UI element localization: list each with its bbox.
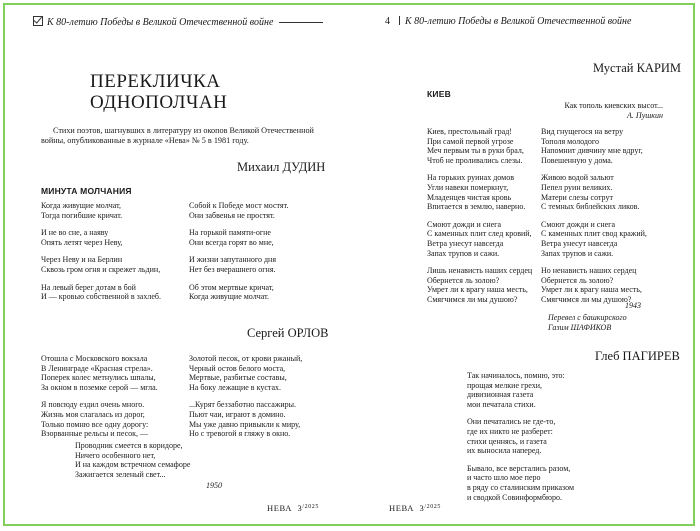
- poem-line: Ничего особенного нет,: [75, 450, 156, 460]
- poem-line: Запах трупов и сажи.: [427, 248, 500, 258]
- translator-line-1: Перевел с башкирского: [548, 313, 627, 322]
- intro-paragraph: Стихи поэтов, шагнувших в литературу из окопов Великой Отечественной войны, опубликованные в журнале «Нева» № 5 в 1981 году.: [41, 126, 314, 145]
- stanza: [41, 283, 161, 302]
- poem-line: Вид гнущегося на ветру: [541, 127, 624, 136]
- poem-line: В Ленинграде «Красная стрела».: [41, 363, 153, 373]
- poem-line: Ветра унесут навсегда: [427, 238, 504, 248]
- poem-heading-dudin: МИНУТА МОЛЧАНИЯ: [41, 186, 132, 196]
- poem-line: Сквозь гром огня и скрежет льдин,: [41, 264, 161, 274]
- poem-line: С каменных плит свод кражий,: [541, 229, 647, 239]
- stanza: [189, 283, 288, 302]
- stanza: [541, 266, 647, 304]
- poem-heading-kiev: КИЕВ: [427, 89, 451, 99]
- epigraph: [553, 101, 663, 121]
- dudin-column-1: [41, 201, 161, 310]
- orlov-date: 1950: [206, 481, 222, 490]
- author-pagirev: Глеб ПАГИРЕВ: [595, 349, 680, 363]
- stanza: [41, 255, 161, 274]
- poem-line: Киев, престольный град!: [427, 127, 512, 136]
- page-number: 4: [385, 16, 390, 27]
- left-page: [5, 5, 350, 524]
- karim-column-1: [427, 127, 532, 313]
- poem-line: Напомнит дивчину мне вдруг,: [541, 146, 643, 156]
- stanza: [467, 464, 574, 502]
- poem-line: Отошла с Московского вокзала: [41, 354, 148, 363]
- stanza: [467, 371, 574, 409]
- poem-line: Через Неву и на Берлин: [41, 255, 123, 265]
- poem-line: Запах трупов и сажи.: [541, 248, 614, 258]
- poem-line: и сводкой Совинформбюро.: [467, 492, 563, 502]
- poem-line: Умрет ли к врагу наша месть,: [541, 285, 642, 295]
- poem-line: На горькой памяти-огне: [189, 228, 271, 238]
- poem-line: За окном в поземке серой — мгла.: [41, 382, 158, 392]
- stanza: [467, 417, 574, 455]
- author-karim: Мустай КАРИМ: [593, 61, 682, 75]
- karim-column-2: [541, 127, 647, 313]
- poem-line: Поперек колес метнулись шпалы,: [41, 373, 156, 383]
- checkbox-icon: [33, 16, 43, 26]
- poem-line: Так начиналось, помню, это:: [467, 371, 565, 380]
- poem-line: Черный остов белого моста,: [189, 363, 286, 373]
- poem-line: С темных библейских ликов.: [541, 202, 640, 212]
- poem-line: Живою водой зальют: [541, 173, 614, 183]
- footer-journal: НЕВА: [389, 503, 415, 513]
- poem-line: и часто шло мое перо: [467, 473, 541, 483]
- poem-line: где их никто не разберет:: [467, 426, 553, 436]
- right-running-head: [385, 16, 631, 27]
- poem-line: мои печатала стихи.: [467, 399, 536, 409]
- stanza: [541, 127, 647, 165]
- poem-line: прощая мелкие грехи,: [467, 380, 543, 390]
- poem-line: Пьют чаи, играют в домино.: [189, 409, 286, 419]
- poem-line: Мы уже давно привыкли к миру,: [189, 419, 301, 429]
- stanza: [41, 228, 161, 247]
- poem-line: Жизнь моя слагалась из дорог,: [41, 409, 145, 419]
- stanza: [189, 400, 302, 438]
- poem-line: Они печатались не где-то,: [467, 417, 556, 427]
- orlov-column-3: [75, 441, 190, 487]
- poem-line: Но с тревогой я гляжу в окно.: [189, 429, 291, 439]
- poem-line: Когда живущие молчат,: [41, 201, 121, 210]
- divider: [399, 16, 400, 25]
- poem-line: дивизионная газета: [467, 390, 534, 400]
- poem-line: Тополя молодого: [541, 136, 600, 146]
- poem-line: На боку лежащие в кустах.: [189, 382, 282, 392]
- stanza: [189, 228, 288, 247]
- right-footer: НЕВА $3^{/2025}$: [389, 503, 442, 513]
- dudin-column-2: [189, 201, 288, 310]
- title-line-2: ОДНОПОЛЧАН: [90, 92, 228, 113]
- poem-line: Ветра унесут навсегда: [541, 238, 618, 248]
- poem-line: И жизни запутанного дня: [189, 255, 277, 265]
- poem-line: Я повсюду ездил очень много.: [41, 400, 145, 410]
- left-running-head-text: К 80-летию Победы в Великой Отечественной войне: [47, 17, 274, 28]
- poem-line: Золотой песок, от крови ржаный,: [189, 354, 303, 363]
- poem-line: Зажигается зеленый свет...: [75, 469, 166, 479]
- karim-date: 1943: [625, 301, 641, 310]
- poem-line: Лишь ненависть наших сердец: [427, 266, 533, 276]
- poem-line: Меч первым ты в руки брал,: [427, 146, 524, 156]
- poem-line: Только помню все одну дорогу:: [41, 419, 149, 429]
- stanza: [41, 400, 158, 438]
- pagirev-column: [467, 371, 574, 510]
- author-dudin: Михаил ДУДИН: [237, 160, 326, 174]
- translator-line-2: Газим ШАФИКОВ: [548, 323, 612, 332]
- epigraph-text: Как тополь киевских высот...: [564, 101, 663, 110]
- stanza: [427, 266, 532, 304]
- footer-year: 2025: [304, 504, 320, 510]
- poem-line: Мертвые, разбитые составы,: [189, 373, 287, 383]
- poem-line: Чтоб не проливались слезы.: [427, 155, 523, 165]
- poem-line: Впитается в землю, наверно.: [427, 202, 526, 212]
- footer-issue: 3: [297, 503, 303, 513]
- poem-line: в ряду со сталинским приказом: [467, 482, 575, 492]
- poem-line: Смягчимся ли мы душою?: [541, 294, 632, 304]
- poem-line: И — кровью собственной в захлеб.: [41, 292, 161, 302]
- poem-line: Пепел руин великих.: [541, 182, 613, 192]
- stanza: [189, 354, 302, 392]
- poem-line: С каменных плит след кровий,: [427, 229, 532, 239]
- poem-line: На левый берег дотам в бой: [41, 282, 136, 292]
- page-title: [90, 71, 227, 113]
- poem-line: Тогда погибшие кричат.: [41, 210, 123, 220]
- poem-line: Проводник смеется в коридоре,: [75, 441, 183, 450]
- poem-line: Обернется ль золою?: [427, 275, 500, 285]
- stanza: [75, 441, 190, 479]
- stanza: [541, 173, 647, 211]
- head-rule: [279, 22, 323, 23]
- poem-line: Они всегда горят во мне,: [189, 237, 274, 247]
- left-footer: НЕВА $3^{/2025}$: [267, 503, 320, 513]
- poem-line: Когда живущие молчат.: [189, 292, 269, 302]
- poem-line: Угли навеки померкнут,: [427, 182, 509, 192]
- stanza: [189, 201, 288, 220]
- author-orlov: Сергей ОРЛОВ: [247, 326, 329, 340]
- poem-line: Повешенную у дома.: [541, 155, 613, 165]
- title-line-1: ПЕРЕКЛИЧКА: [90, 71, 221, 92]
- footer-journal: НЕВА: [267, 503, 293, 513]
- stanza: [427, 127, 532, 165]
- footer-issue: 3: [419, 503, 425, 513]
- poem-line: Смягчимся ли мы душою?: [427, 294, 518, 304]
- poem-line: Но ненависть наших сердец: [541, 266, 637, 276]
- stanza: [189, 255, 288, 274]
- right-page: [355, 5, 695, 524]
- poem-line: Опять летят через Неву,: [41, 237, 123, 247]
- poem-line: Нет без вчерашнего огня.: [189, 264, 276, 274]
- stanza: [541, 220, 647, 258]
- poem-line: Об этом мертвые кричат,: [189, 282, 274, 292]
- poem-line: При самой первой угрозе: [427, 136, 514, 146]
- poem-line: И не во сне, а наяву: [41, 228, 109, 238]
- poem-line: Они забвенья не простят.: [189, 210, 275, 220]
- page-spread: [3, 3, 695, 526]
- left-running-head: [33, 16, 323, 28]
- stanza: [41, 201, 161, 220]
- stanza: [41, 354, 158, 392]
- right-running-head-text: К 80-летию Победы в Великой Отечественной войне: [405, 16, 632, 27]
- poem-line: Обернется ль золою?: [541, 275, 614, 285]
- poem-line: Смоют дожди и снега: [541, 219, 616, 229]
- poem-line: ...Курят беззаботно пассажиры.: [189, 400, 296, 410]
- poem-line: Взорванные рельсы и песок, —: [41, 429, 149, 439]
- footer-year: 2025: [426, 504, 442, 510]
- orlov-column-1: [41, 354, 158, 447]
- stanza: [427, 220, 532, 258]
- poem-line: На горьких руинах домов: [427, 173, 514, 183]
- poem-line: их выносила наперед.: [467, 446, 542, 456]
- poem-line: Умрет ли к врагу наша месть,: [427, 285, 528, 295]
- translator-note: [548, 313, 627, 333]
- poem-line: Смоют дожди и снега: [427, 219, 502, 229]
- poem-line: Матери слезы сотрут: [541, 192, 613, 202]
- poem-line: стихи ценнясь, и газета: [467, 436, 547, 446]
- orlov-column-2: [189, 354, 302, 447]
- poem-line: Младенцев чистая кровь: [427, 192, 512, 202]
- stanza: [427, 173, 532, 211]
- poem-line: Бывало, все верстались разом,: [467, 463, 571, 473]
- epigraph-author: А. Пушкин: [627, 111, 663, 120]
- poem-line: И на каждом встречном семафоре: [75, 460, 191, 470]
- poem-line: Собой к Победе мост мостят.: [189, 201, 289, 210]
